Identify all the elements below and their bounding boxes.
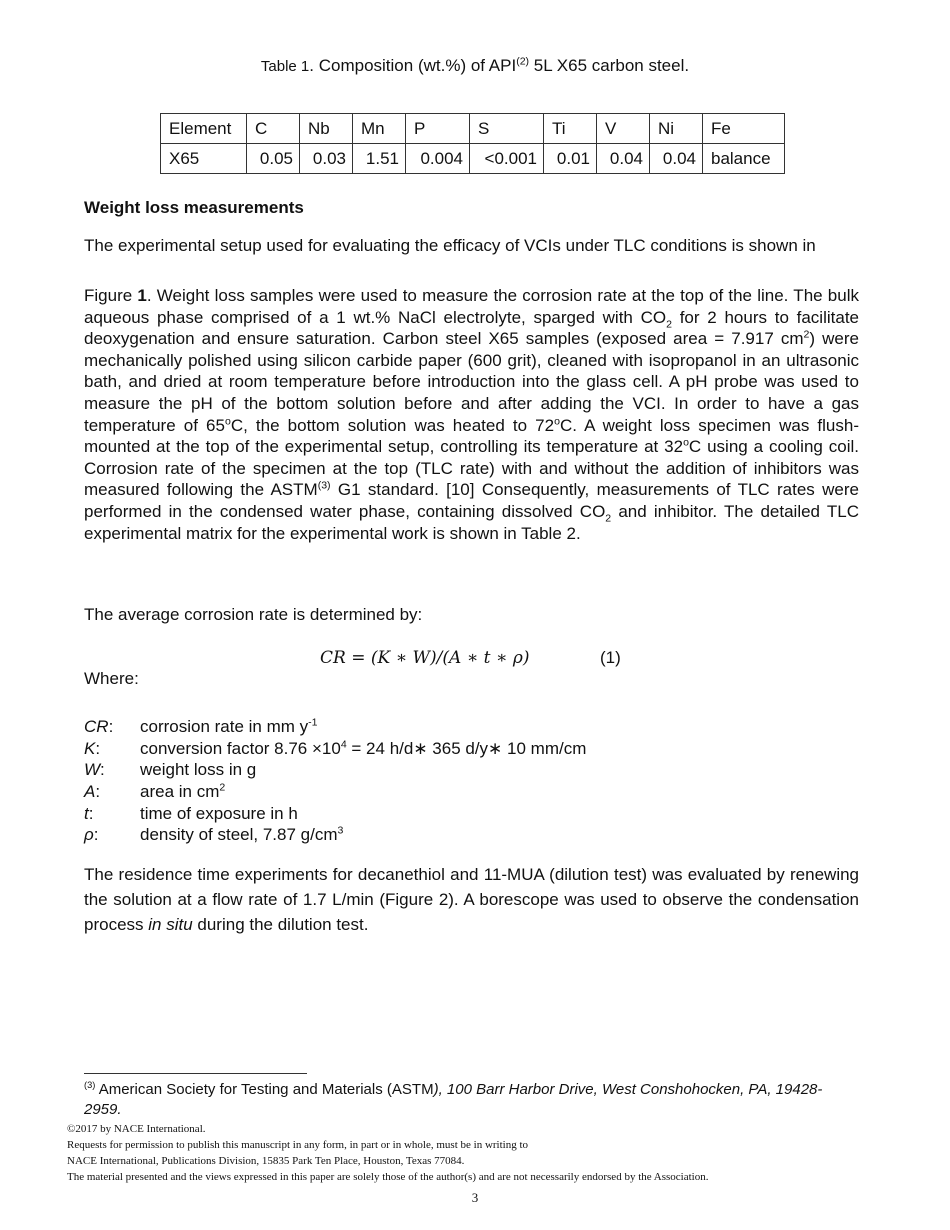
variable-symbol: ρ [84,825,94,845]
footnote [84,1080,859,1120]
header-cell: Ni [650,114,703,144]
table-header-row [161,114,785,144]
variable-item [84,781,586,803]
intro-paragraph: The experimental setup used for evaluating the efficacy of VCIs under TLC conditions is shown in [84,236,816,255]
header-cell: C [247,114,300,144]
superscript: 2 [219,781,226,794]
variable-item [84,738,586,760]
text-run: C using a cooling coil. Corrosion rate of the specimen at the top (TLC rate) with and without the addition of inhibitors was measured following the ASTM [84,437,859,500]
footnote-marker: (3) [84,1080,96,1090]
table-caption-tail: 5L X65 carbon steel. [529,56,690,75]
figure-ref-number: 1 [137,286,147,305]
variable-colon: : [108,717,114,736]
variable-item [84,803,586,825]
variable-symbol: K [84,738,96,758]
variable-definition: time of exposure in h [140,803,298,823]
table-row [161,144,785,174]
variable-colon: : [100,760,105,780]
text-run: C. A weight loss specimen was flush-mounted at the top of the experimental setup, controlling its temperature at 32 [84,415,860,457]
superscript: o [683,436,689,449]
table-cell: 0.03 [300,144,353,174]
subscript: 2 [605,512,612,525]
variable-definition: weight loss in g [140,760,257,780]
variable-symbol: t [84,803,89,823]
table-cell: balance [703,144,785,174]
superscript: (3) [317,479,331,492]
text-run: G1 standard. [10] Consequently, measurements of TLC rates were performed in the condensed water phase, containing dissolved CO [84,480,859,521]
table-cell: X65 [161,144,247,174]
table-caption [0,56,950,76]
header-cell: Element [161,114,247,144]
variable-definition: conversion factor 8.76 ×10 [140,738,341,758]
table-caption-text: . Composition (wt.%) of API [309,56,517,75]
superscript: 2 [803,328,810,341]
superscript: -1 [308,716,318,729]
text-run: ) were mechanically polished using silicon carbide paper (600 grit), cleaned with isopropanol in an ultrasonic bath, and dried at room temperature before introduction into the glass cell. A pH probe was used to measure the pH of the bottom solution before and after adding the VCI. In order to have a gas temperature of 65 [84,329,859,435]
page-number: 3 [471,1190,479,1205]
table-cell: 0.004 [406,144,470,174]
header-cell: Ti [544,114,597,144]
header-cell: V [597,114,650,144]
footnote-divider [84,1073,307,1074]
text-run: . [117,1101,122,1118]
superscript: o [224,414,231,427]
variable-colon: : [93,825,99,845]
header-cell: S [470,114,544,144]
variable-definition: corrosion rate in mm y [140,717,309,736]
table-cell: 0.05 [247,144,300,174]
corrosion-rate-formula: CR = (K ∗ W)/(A ∗ t ∗ ρ) [320,648,530,668]
header-cell: Fe [703,114,785,144]
variable-definition: density of steel, 7.87 g/cm [140,825,338,845]
text-run: and inhibitor. The detailed TLC experimental matrix for the experimental work is shown in Table 2. [84,501,859,543]
equation-number: (1) [600,648,621,667]
text-run: The residence time experiments for decanethiol and 11-MUA (dilution test) was evaluated by renewing the solution at a flow rate of 1.7 L/min (Figure 2). A borescope was used to observe the condensation process [84,865,859,934]
variable-list [84,716,586,846]
method-paragraph [84,285,859,544]
header-cell: Nb [300,114,353,144]
copyright-line: ©2017 by NACE International. [67,1123,206,1135]
address-line: NACE International, Publications Division, 15835 Park Ten Place, Houston, Texas 77084. [67,1155,465,1167]
variable-colon: : [88,803,94,823]
disclaimer-line: The material presented and the views expressed in this paper are solely those of the author(s) and are not necessarily endorsed by the Association. [67,1171,709,1183]
text-run: for 2 hours to facilitate deoxygenation and ensure saturation. Carbon steel X65 samples (exposed area = 7.917 cm [84,307,859,349]
superscript: 3 [337,824,344,837]
text-run: ), 100 Barr Harbor Drive, West Conshohocken, PA, 19428-2959 [84,1081,823,1118]
variable-symbol: W [84,760,101,780]
table-cell: 0.04 [650,144,703,174]
variable-item [84,824,586,846]
text-run: during the dilution test. [192,915,369,934]
variable-symbol: A [84,782,96,802]
variable-item [84,759,586,781]
header-cell: Mn [353,114,406,144]
superscript: 4 [340,738,347,751]
table-caption-label: Table 1 [260,58,310,75]
table-cell: 0.04 [597,144,650,174]
table-cell: 0.01 [544,144,597,174]
variable-symbol: CR [84,717,109,736]
variable-colon: : [95,738,101,758]
text-run: ASTM [391,1081,434,1098]
where-label: Where: [84,669,139,688]
residence-time-paragraph [84,862,859,937]
section-heading: Weight loss measurements [84,198,304,217]
variable-tail: = 24 h/d∗ 365 d/y∗ 10 mm/cm [346,738,587,758]
figure-ref-prefix: Figure [84,286,138,305]
header-cell: P [406,114,470,144]
superscript: o [554,414,560,427]
table-cell: 1.51 [353,144,406,174]
text-run: C, the bottom solution was heated to 72 [230,415,555,435]
formula-intro: The average corrosion rate is determined by: [84,605,423,624]
variable-definition: area in cm [140,782,220,802]
italic-term: in situ [148,915,193,934]
composition-table [160,113,785,174]
table-cell: <0.001 [470,144,544,174]
table-caption-sup: (2) [516,55,530,68]
variable-item [84,716,586,738]
permission-line: Requests for permission to publish this manuscript in any form, in part or in whole, must be in writing to [67,1139,529,1151]
text-run: American Society for Testing and Materials ( [95,1081,392,1098]
subscript: 2 [666,317,672,330]
text-run: . Weight loss samples were used to measure the corrosion rate at the top of the line. The bulk aqueous phase comprised of a 1 wt.% NaCl electrolyte, sparged with CO [84,286,859,327]
variable-colon: : [95,782,101,802]
